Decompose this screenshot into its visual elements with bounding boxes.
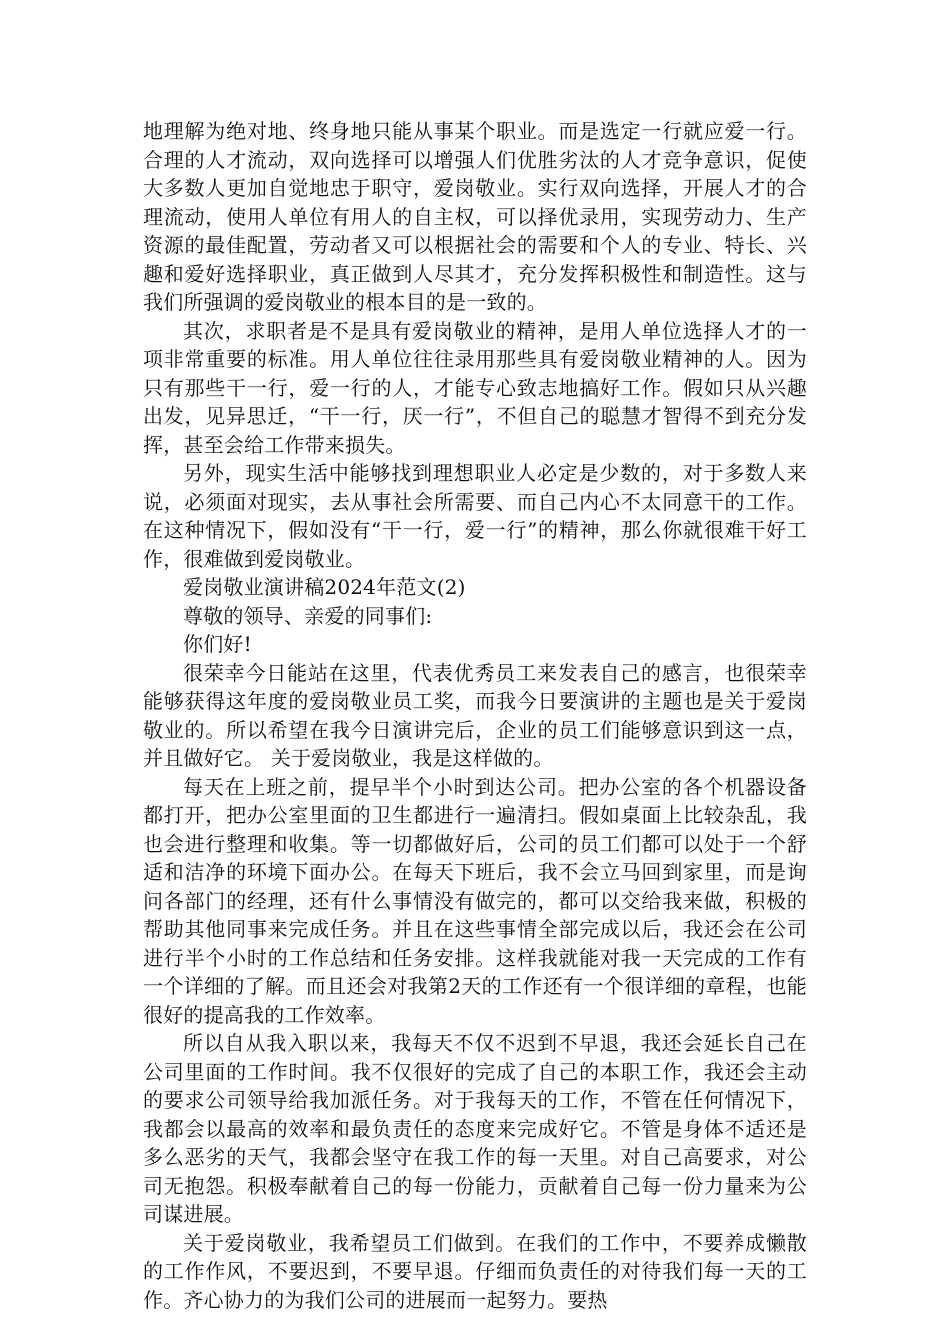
paragraph-5: 每天在上班之前，提早半个小时到达公司。把办公室的各个机器设备都打开，把办公室里面的卫生都进行一遍清扫。假如桌面上比较杂乱，我也会进行整理和收集。等一切都做好后，公司的员工们都可以处于一个舒适和洁净的环境下面办公。在每天下班后，我不会立马回到家里，而是询问各部门的经理，还有什么事情没有做完的，都可以交给我来做，积极的帮助其他同事来完成任务。并且在这些事情全部完成以后，我还会在公司进行半个小时的工作总结和任务安排。这样我就能对我一天完成的工作有一个详细的了解。而且还会对我第2天的工作还有一个很详细的章程，也能很好的提高我的工作效率。 xyxy=(143,774,807,1027)
section-title: 爱岗敬业演讲稿2024年范文(2) xyxy=(183,575,466,599)
paragraph-2: 其次，求职者是不是具有爱岗敬业的精神，是用人单位选择人才的一项非常重要的标准。用人单位往往录用那些具有爱岗敬业精神的人。因为只有那些干一行，爱一行的人，才能专心致志地搞好工作。假如只从兴趣出发，见异思迁，“干一行，厌一行”，不但自己的聪慧才智得不到充分发挥，甚至会给工作带来损失。 xyxy=(143,318,807,457)
document-page xyxy=(143,117,807,1314)
greeting: 你们好! xyxy=(183,632,252,656)
paragraph-4: 很荣幸今日能站在这里，代表优秀员工来发表自己的感言，也很荣幸能够获得这年度的爱岗敬业员工奖，而我今日要演讲的主题也是关于爱岗敬业的。所以希望在我今日演讲完后，企业的员工们能够意识到这一点，并且做好它。 关于爱岗敬业，我是这样做的。 xyxy=(143,660,807,770)
salutation: 尊敬的领导、亲爱的同事们: xyxy=(183,603,433,628)
paragraph-3: 另外，现实生活中能够找到理想职业人必定是少数的，对于多数人来说，必须面对现实，去从事社会所需要、而自己内心不太同意干的工作。 在这种情况下，假如没有“干一行，爱一行”的精神，那么你就很难干好工作，很难做到爱岗敬业。 xyxy=(143,461,807,571)
paragraph-6: 所以自从我入职以来，我每天不仅不迟到不早退，我还会延长自己在公司里面的工作时间。我不仅很好的完成了自己的本职工作，我还会主动的要求公司领导给我加派任务。对于我每天的工作，不管在任何情况下，我都会以最高的效率和最负责任的态度来完成好它。不管是身体不适还是多么恶劣的天气，我都会坚守在我工作的每一天里。对自己高要求，对公司无抱怨。积极奉献着自己的每一份能力，贡献着自己每一份力量来为公司谋进展。 xyxy=(143,1031,807,1226)
paragraph-7: 关于爱岗敬业，我希望员工们做到。在我们的工作中，不要养成懒散的工作作风，不要迟到，不要早退。仔细而负责任的对待我们每一天的工作。齐心协力的为我们公司的进展而一起努力。要热 xyxy=(143,1230,807,1312)
paragraph-1: 地理解为绝对地、终身地只能从事某个职业。而是选定一行就应爱一行。合理的人才流动，双向选择可以增强人们优胜劣汰的人才竞争意识，促使大多数人更加自觉地忠于职守，爱岗敬业。实行双向选择，开展人才的合理流动，使用人单位有用人的自主权，可以择优录用，实现劳动力、生产资源的最佳配置，劳动者又可以根据社会的需要和个人的专业、特长、兴趣和爱好选择职业，真正做到人尽其才，充分发挥积极性和制造性。这与我们所强调的爱岗敬业的根本目的是一致的。 xyxy=(143,119,807,314)
